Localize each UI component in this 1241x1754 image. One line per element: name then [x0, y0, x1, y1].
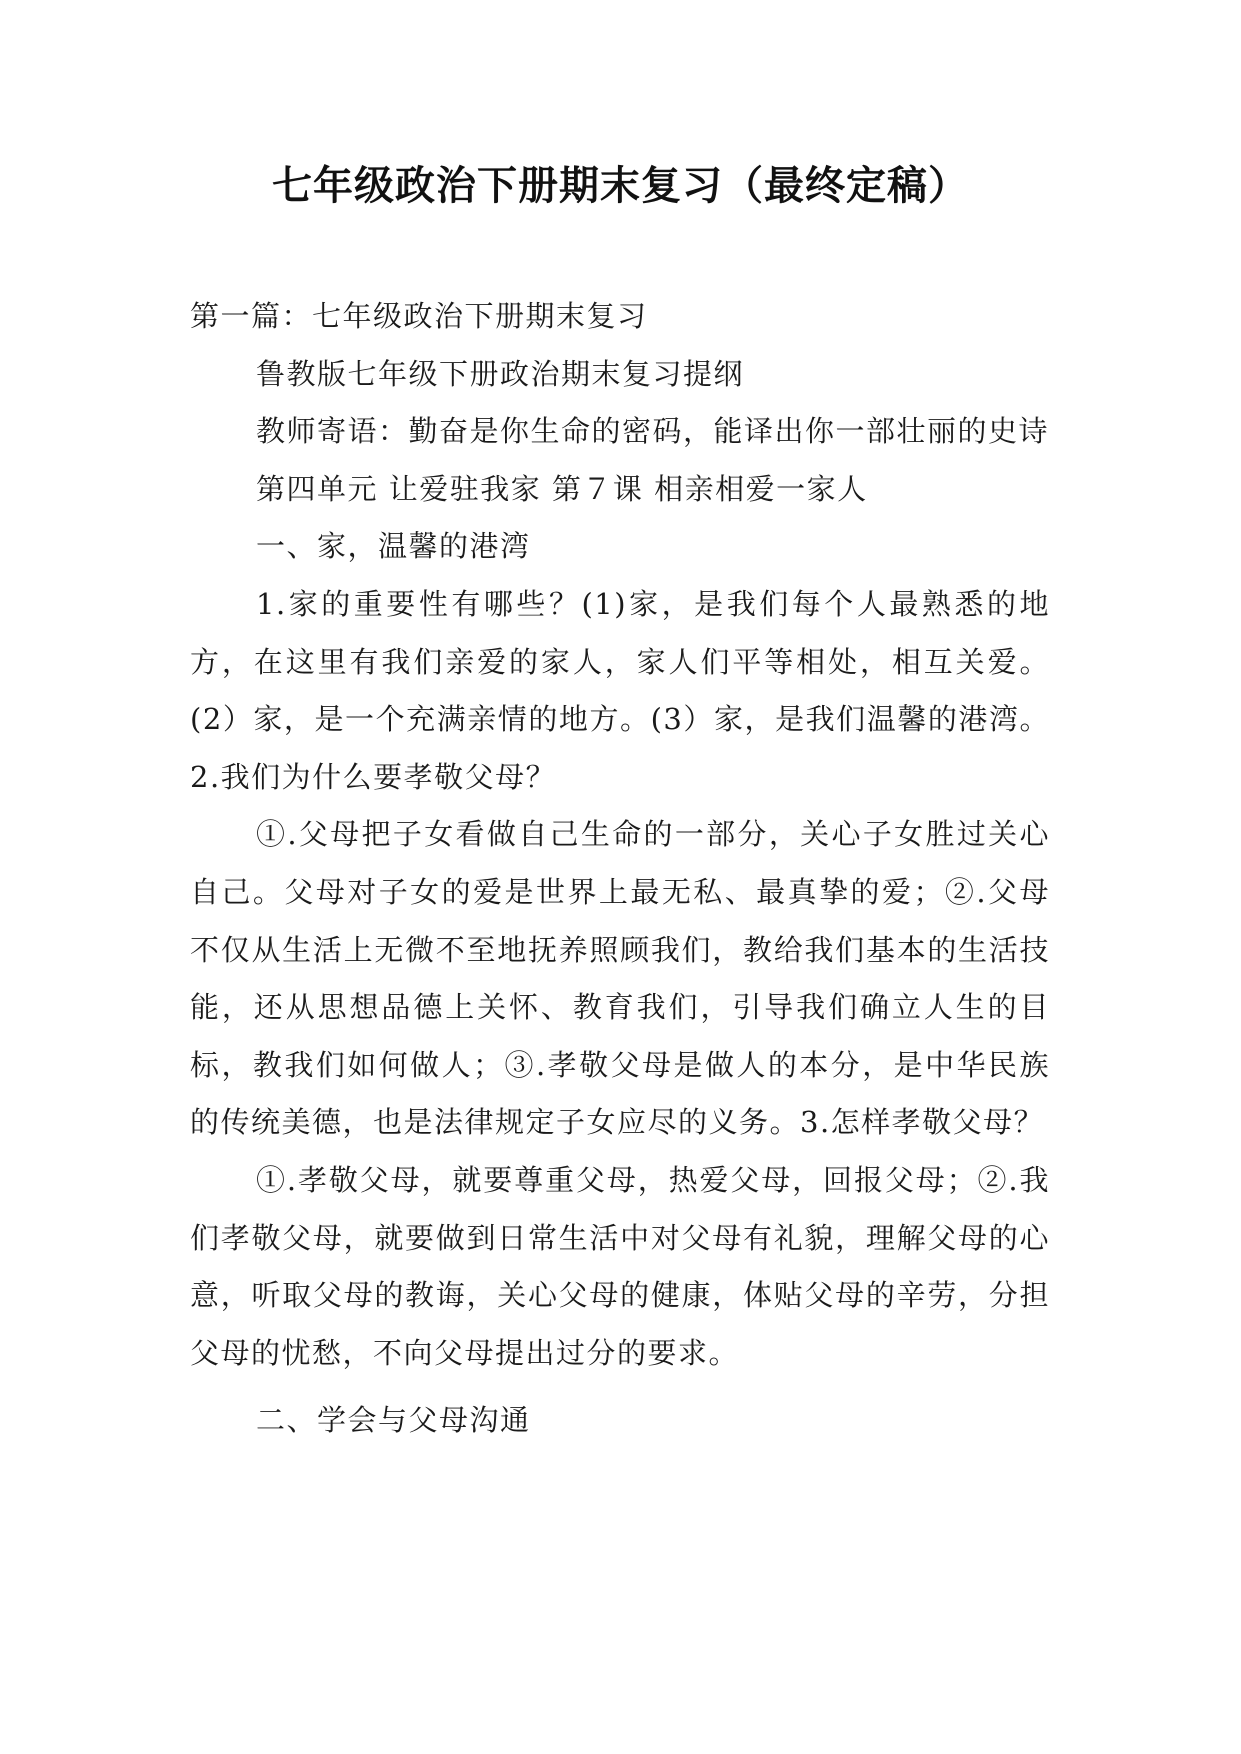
- teacher-message: 教师寄语：勤奋是你生命的密码，能译出你一部壮丽的史诗: [256, 414, 1050, 449]
- subsection-heading: 二、学会与父母沟通: [256, 1403, 531, 1438]
- body-paragraph: ①.孝敬父母，就要尊重父母，热爱父母，回报父母；②.我们孝敬父母，就要做到日常生活中对父母有礼貌，理解父母的心意，听取父母的教诲，关心父母的健康，体贴父母的辛劳，分担父母的忧愁，不向父母提出过分的要求。: [190, 1162, 1050, 1370]
- unit-heading: 第四单元 让爱驻我家 第７课 相亲相爱一家人: [256, 471, 868, 506]
- outline-title: 鲁教版七年级下册政治期末复习提纲: [256, 356, 745, 391]
- body-paragraph: ①.父母把子女看做自己生命的一部分，关心子女胜过关心自己。父母对子女的爱是世界上最无私、最真挚的爱；②.父母不仅从生活上无微不至地抚养照顾我们，教给我们基本的生活技能，还从思想品德上关怀、教育我们，引导我们确立人生的目标，教我们如何做人；③.孝敬父母是做人的本分，是中华民族的传统美德，也是法律规定子女应尽的义务。3.怎样孝敬父母？: [190, 817, 1050, 1140]
- body-paragraph: 1.家的重要性有哪些？(1)家，是我们每个人最熟悉的地方，在这里有我们亲爱的家人，家人们平等相处，相互关爱。(2）家，是一个充满亲情的地方。(3）家，是我们温馨的港湾。2.我们为什么要孝敬父母？: [190, 586, 1050, 794]
- section-heading: 第一篇：七年级政治下册期末复习: [190, 299, 648, 333]
- subsection-heading: 一、家，温馨的港湾: [256, 529, 531, 564]
- document-title: 七年级政治下册期末复习（最终定稿）: [272, 163, 969, 209]
- document-body: [190, 288, 1050, 1450]
